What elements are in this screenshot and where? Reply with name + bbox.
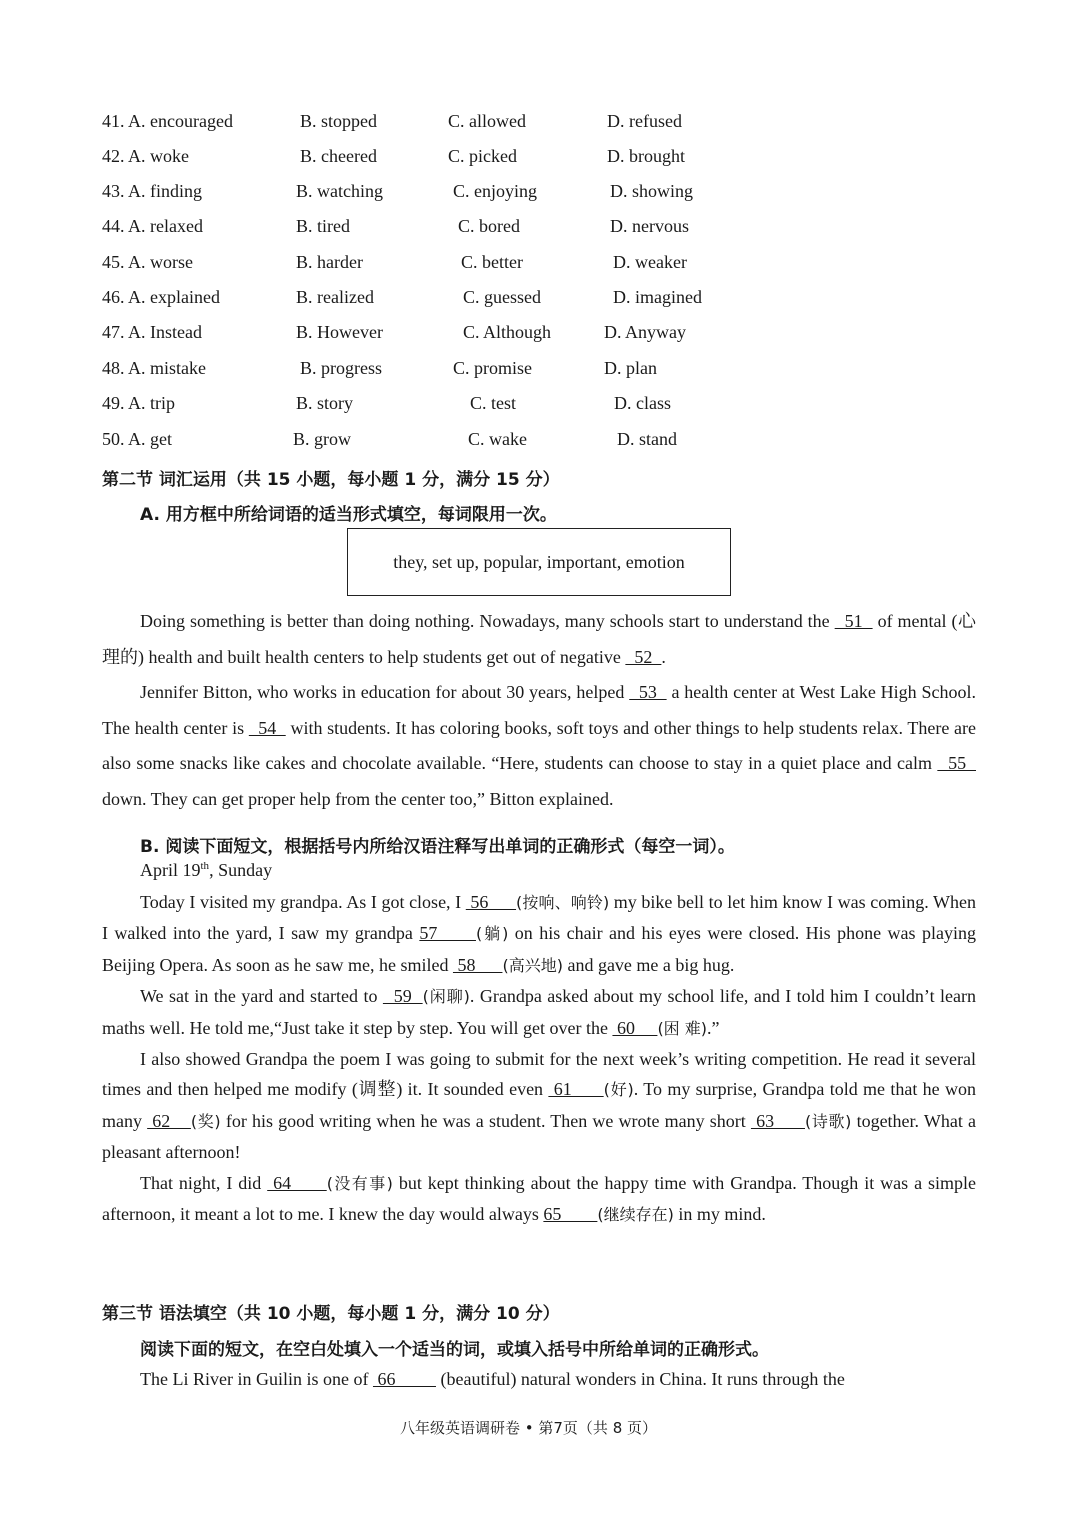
option-d: D. brought [607,146,685,166]
passage-text: (beautiful) natural wonders in China. It runs through the [435,1369,845,1389]
word-box [347,528,731,596]
paragraph [102,981,976,1044]
passage-text: a health center at West Lake High School. The health center is [102,682,977,738]
passage-text: . To my surprise, Grandpa told me that he won many [102,1079,976,1131]
blank-54[interactable]: 54 [248,717,286,738]
part-a-instruction: A. 用方框中所给词语的适当形式填空，每词限用一次。 [140,505,557,525]
passage-text: I also showed Grandpa the poem I was going to submit for the next week’s writing competition. He read it several times and then helped me modify (调整) it. It sounded even [102,1049,976,1100]
passage-text: We sat in the yard and started to [140,986,383,1007]
hint: (继续存在) [597,1205,674,1225]
blank-64[interactable]: 64 [267,1172,327,1193]
passage-text: together. What a pleasant afternoon! [102,1110,976,1163]
page-footer: 八年级英语调研卷 • 第7页（共 8 页） [400,1419,658,1437]
option-a: 41. A. encouraged [102,111,233,131]
blank-60[interactable]: 60 [612,1017,658,1038]
option-b: B. progress [300,358,382,378]
option-b: B. cheered [300,146,377,166]
blank-62[interactable]: 62 [147,1110,191,1131]
passage-text: for his good writing when he was a student. Then we wrote many short [220,1110,751,1131]
option-d: D. nervous [610,216,689,236]
blank-61[interactable]: 61 [548,1079,604,1100]
option-a: 46. A. explained [102,287,220,307]
blank-66[interactable]: 66 [372,1369,436,1389]
option-c: C. guessed [463,287,541,307]
passage-text: Jennifer Bitton, who works in education for about 30 years, helped [140,682,630,702]
blank-57[interactable]: 57 [419,923,476,944]
date-text: , Sunday [209,860,273,880]
hint: (诗歌) [804,1111,852,1131]
blank-53[interactable]: 53 [629,682,667,702]
passage-text: in my mind. [673,1204,766,1225]
blank-59[interactable]: 59 [382,986,423,1007]
option-d: D. class [614,393,671,413]
option-d: D. plan [604,358,657,378]
section-heading: 第二节 词汇运用（共 15 小题，每小题 1 分，满分 15 分） [102,470,560,490]
passage-text: .” [707,1017,720,1038]
option-c: C. picked [448,146,517,166]
option-a: 50. A. get [102,429,172,449]
passage-text: but kept thinking about the happy time with Grandpa. Though it was a simple afternoon, it meant a lot to me. I knew the day would always [102,1172,976,1225]
option-a: 45. A. worse [102,252,193,272]
option-c: C. bored [458,216,520,236]
paragraph [102,1044,976,1168]
hint: (高兴地) [502,955,563,975]
hint: (好) [603,1080,634,1100]
blank-65[interactable]: 65 [543,1204,598,1225]
option-b: B. story [296,393,354,413]
diary-date [140,860,272,881]
blank-58[interactable]: 58 [452,954,503,975]
option-b: B. stopped [300,111,378,131]
option-d: D. weaker [613,252,687,272]
date-text: April 19 [140,860,201,880]
paragraph [102,604,976,675]
hint: (闲聊) [422,987,470,1007]
option-c: C. enjoying [453,181,537,201]
blank-56[interactable]: 56 [465,892,517,912]
part-a-passage [102,604,976,817]
option-c: C. test [470,393,517,413]
passage-text: on his chair and his eyes were closed. His phone was playing Beijing Opera. As soon as he saw me, he smiled [102,923,976,975]
hint: (奖) [190,1111,221,1131]
passage-text: of mental (心理的) health and built health centers to help students get out of negative [102,611,976,667]
part-b-passage [102,887,976,1230]
option-d: D. stand [617,429,677,449]
option-c: C. promise [453,358,532,378]
option-d: D. Anyway [604,322,686,342]
passage-text: with students. It has coloring books, soft toys and other things to help students relax. There are also some snacks like cakes and chocolate available. “Here, students can choose to stay in a quiet place and calm [102,717,977,773]
option-c: C. allowed [448,111,526,131]
option-d: D. imagined [613,287,702,307]
passage-text: my bike bell to let him know I was coming. When I walked into the yard, I saw my grandpa [102,892,976,944]
hint: (没有事) [326,1173,393,1193]
option-b: B. harder [296,252,363,272]
blank-52[interactable]: 52 [625,646,662,667]
option-a: 44. A. relaxed [102,216,203,236]
passage-text: down. They can get proper help from the center too,” Bitton explained. [102,788,614,809]
option-b: B. tired [296,216,350,236]
option-a: 47. A. Instead [102,322,202,342]
paragraph [102,1168,976,1231]
option-a: 42. A. woke [102,146,189,166]
passage-text: That night, I did [140,1172,268,1193]
passage-text: and gave me a big hug. [562,954,735,975]
section-heading: 第三节 语法填空（共 10 小题，每小题 1 分，满分 10 分） [102,1304,560,1324]
passage-text: . [661,646,666,667]
option-c: C. Although [463,322,552,342]
option-a: 43. A. finding [102,181,203,201]
passage-text: . Grandpa asked about my school life, and I told him I couldn’t learn maths well. He told me,“Just take it step by step. You will get over the [102,986,977,1038]
grammar-passage [140,1369,845,1390]
hint: (困 难) [657,1018,708,1038]
option-c: C. better [461,252,523,272]
blank-55[interactable]: 55 [937,753,976,773]
passage-text: The Li River in Guilin is one of [140,1369,373,1389]
option-b: B. grow [293,429,351,449]
paragraph [102,675,976,817]
word-box-text: they, set up, popular, important, emotion [393,551,685,572]
option-a: 49. A. trip [102,393,176,413]
passage-text: Today I visited my grandpa. As I got close, I [140,892,466,912]
option-d: D. showing [610,181,694,201]
option-b: B. watching [296,181,383,201]
hint: (按响、响铃) [516,893,610,912]
date-suffix: th [200,860,210,872]
section-3-instruction: 阅读下面的短文，在空白处填入一个适当的词，或填入括号中所给单词的正确形式。 [140,1340,769,1360]
option-b: B. However [296,322,383,342]
blank-51[interactable]: 51 [834,611,873,631]
part-b-instruction: B. 阅读下面短文，根据括号内所给汉语注释写出单词的正确形式（每空一词）。 [140,837,735,857]
blank-63[interactable]: 63 [750,1110,805,1131]
passage-text: Doing something is better than doing nothing. Nowadays, many schools start to understand the [140,611,835,631]
option-b: B. realized [296,287,374,307]
paragraph [102,887,976,981]
option-d: D. refused [607,111,682,131]
option-c: C. wake [468,429,527,449]
option-a: 48. A. mistake [102,358,206,378]
hint: (躺) [475,924,509,944]
